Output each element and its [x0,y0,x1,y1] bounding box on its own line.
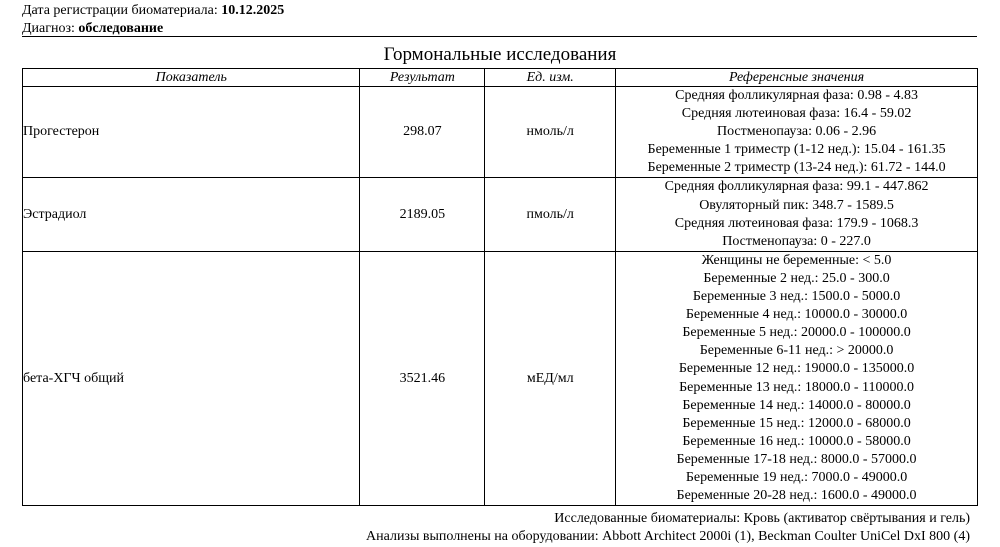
reference-line: Средняя фолликулярная фаза: 0.98 - 4.83 [675,88,918,103]
column-header-name: Показатель [23,69,360,87]
reference-line: Беременные 2 триместр (13-24 нед.): 61.72 - 144.0 [647,160,946,176]
reference-line: Беременные 12 нед.: 19000.0 - 135000.0 [678,361,915,377]
table-row [23,251,978,505]
reference-line: Беременные 17-18 нед.: 8000.0 - 57000.0 [676,451,917,467]
row-result: 3521.46 [360,251,485,505]
table-header-row [23,69,978,87]
reference-line: Постменопауза: 0 - 227.0 [722,233,871,249]
registration-date-label: Дата регистрации биоматериала: [22,3,218,18]
row-name: Прогестерон [23,87,360,178]
row-name: бета-ХГЧ общий [23,251,360,505]
reference-line: Средняя фолликулярная фаза: 99.1 - 447.862 [664,179,929,195]
reference-line: Беременные 16 нед.: 10000.0 - 58000.0 [682,433,911,449]
equipment-note: Анализы выполнены на оборудовании: Abbott Architect 2000i (1), Beckman Coulter UniCel DxI 800 (4) [366,529,970,544]
column-header-unit: Ед. изм. [485,69,616,87]
section-title: Гормональные исследования [383,44,617,65]
reference-line: Беременные 5 нед.: 20000.0 - 100000.0 [682,325,911,341]
registration-date-value: 10.12.2025 [221,3,285,18]
reference-line: Беременные 14 нед.: 14000.0 - 80000.0 [682,397,911,413]
row-unit: пмоль/л [485,178,616,251]
row-unit: нмоль/л [485,87,616,178]
table-row [23,178,978,251]
reference-line: Овуляторный пик: 348.7 - 1589.5 [699,197,894,213]
reference-line: Средняя лютеиновая фаза: 16.4 - 59.02 [681,106,912,122]
row-result: 2189.05 [360,178,485,251]
table-row [23,87,978,178]
reference-line: Беременные 13 нед.: 18000.0 - 110000.0 [679,379,914,395]
reference-line: Беременные 3 нед.: 1500.0 - 5000.0 [692,289,901,305]
registration-date-line [22,2,284,20]
reference-line: Беременные 4 нед.: 10000.0 - 30000.0 [685,307,908,323]
reference-line: Беременные 1 триместр (1-12 нед.): 15.04 - 161.35 [647,142,946,158]
header-divider [22,36,977,37]
row-reference-values [616,251,978,505]
row-unit: мЕД/мл [485,251,616,505]
row-reference-values [616,178,978,251]
reference-line: Беременные 20-28 нед.: 1600.0 - 49000.0 [676,488,917,504]
reference-line: Женщины не беременные: < 5.0 [701,252,892,268]
results-table [22,68,978,506]
row-reference-values [616,87,978,178]
reference-line: Средняя лютеиновая фаза: 179.9 - 1068.3 [674,215,919,231]
reference-line: Постменопауза: 0.06 - 2.96 [716,124,877,140]
reference-line: Беременные 6-11 нед.: > 20000.0 [699,343,894,359]
reference-line: Беременные 2 нед.: 25.0 - 300.0 [703,270,890,286]
diagnosis-label: Диагноз: [22,21,75,36]
row-name: Эстрадиол [23,178,360,251]
report-header [22,2,284,38]
biomaterials-note: Исследованные биоматериалы: Кровь (активатор свёртывания и гель) [554,511,970,526]
reference-line: Беременные 15 нед.: 12000.0 - 68000.0 [682,415,911,431]
row-result: 298.07 [360,87,485,178]
column-header-result: Результат [360,69,485,87]
diagnosis-value: обследование [78,21,164,36]
column-header-refs: Референсные значения [616,69,978,87]
reference-line: Беременные 19 нед.: 7000.0 - 49000.0 [685,469,908,485]
